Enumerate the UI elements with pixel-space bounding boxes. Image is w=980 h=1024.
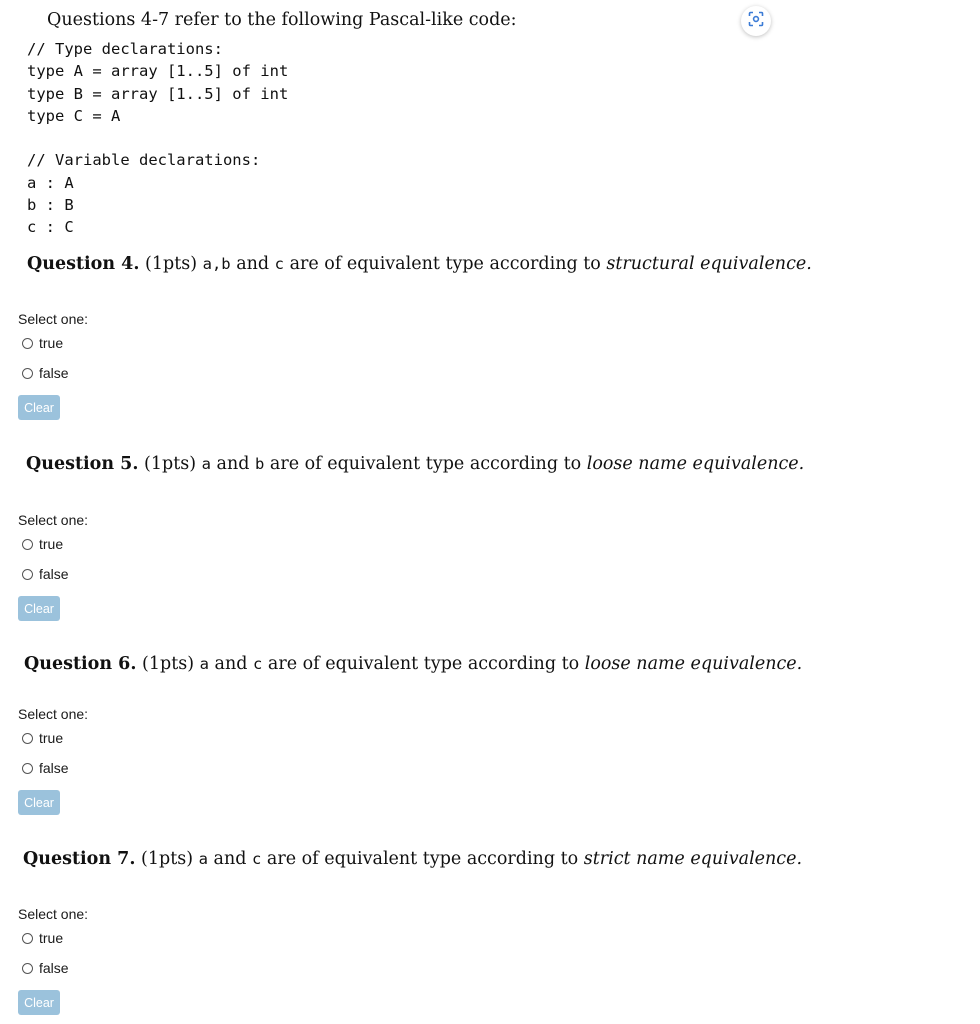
q4-option-false[interactable] bbox=[22, 365, 69, 381]
question-middle: are of equivalent type according to bbox=[284, 254, 607, 274]
q6-option-true[interactable] bbox=[22, 730, 63, 746]
option-label: true bbox=[39, 335, 64, 351]
radio-button[interactable] bbox=[22, 933, 33, 944]
option-label: true bbox=[39, 930, 64, 946]
code-line: // Variable declarations: bbox=[27, 151, 261, 170]
q7-option-false[interactable] bbox=[22, 960, 69, 976]
question-5-text bbox=[26, 454, 804, 474]
question-conj: and bbox=[210, 454, 256, 474]
question-var: c bbox=[252, 850, 262, 868]
question-number: Question 7. bbox=[23, 849, 136, 869]
radio-button[interactable] bbox=[22, 368, 33, 379]
q5-clear-button[interactable]: Clear bbox=[18, 596, 60, 621]
option-label: false bbox=[39, 760, 69, 776]
code-line: a : A bbox=[27, 173, 74, 192]
question-var: b bbox=[255, 455, 265, 473]
q7-clear-button[interactable]: Clear bbox=[18, 990, 60, 1015]
question-var: a bbox=[199, 655, 209, 673]
question-criterion: loose name equivalence. bbox=[584, 654, 803, 674]
radio-button[interactable] bbox=[22, 338, 33, 349]
select-one-label: Select one: bbox=[18, 311, 89, 327]
question-middle: are of equivalent type according to bbox=[264, 454, 587, 474]
code-line bbox=[27, 127, 288, 149]
scan-focus-icon bbox=[748, 11, 764, 32]
question-criterion: structural equivalence. bbox=[606, 254, 812, 274]
question-middle: are of equivalent type according to bbox=[262, 654, 585, 674]
radio-button[interactable] bbox=[22, 963, 33, 974]
option-label: false bbox=[39, 365, 69, 381]
question-points: (1pts) bbox=[142, 654, 195, 674]
option-label: false bbox=[39, 566, 69, 582]
question-var: c bbox=[274, 255, 285, 273]
select-one-label: Select one: bbox=[18, 512, 89, 528]
question-conj: and bbox=[230, 254, 275, 274]
question-points: (1pts) bbox=[144, 454, 197, 474]
question-criterion: loose name equivalence. bbox=[586, 454, 805, 474]
question-number: Question 5. bbox=[26, 454, 139, 474]
question-conj: and bbox=[207, 849, 253, 869]
question-7-text bbox=[23, 849, 802, 869]
radio-button[interactable] bbox=[22, 569, 33, 580]
radio-button[interactable] bbox=[22, 539, 33, 550]
option-label: true bbox=[39, 730, 64, 746]
question-6-text bbox=[24, 654, 802, 674]
q4-option-true[interactable] bbox=[22, 335, 63, 351]
question-points: (1pts) bbox=[145, 254, 198, 274]
code-line: c : C bbox=[27, 218, 74, 237]
q6-clear-button[interactable]: Clear bbox=[18, 790, 60, 815]
code-line: b : B bbox=[27, 196, 74, 215]
question-4-text bbox=[27, 254, 812, 274]
option-label: true bbox=[39, 536, 64, 552]
question-criterion: strict name equivalence. bbox=[583, 849, 803, 869]
code-line: type C = A bbox=[27, 106, 121, 125]
code-line: type A = array [1..5] of int bbox=[27, 62, 289, 81]
question-var: a,b bbox=[202, 255, 231, 273]
question-number: Question 6. bbox=[24, 654, 137, 674]
question-number: Question 4. bbox=[27, 254, 140, 274]
scan-button[interactable] bbox=[741, 6, 771, 36]
question-var: c bbox=[253, 655, 263, 673]
question-var: a bbox=[198, 850, 208, 868]
code-line: type B = array [1..5] of int bbox=[27, 84, 289, 103]
select-one-label: Select one: bbox=[18, 706, 89, 722]
code-block bbox=[27, 38, 288, 239]
code-line: // Type declarations: bbox=[27, 40, 223, 58]
question-conj: and bbox=[208, 654, 254, 674]
intro-text: Questions 4-7 refer to the following Pascal-like code: bbox=[47, 10, 517, 30]
question-var: a bbox=[201, 455, 211, 473]
question-points: (1pts) bbox=[141, 849, 194, 869]
radio-button[interactable] bbox=[22, 763, 33, 774]
radio-button[interactable] bbox=[22, 733, 33, 744]
select-one-label: Select one: bbox=[18, 906, 89, 922]
option-label: false bbox=[39, 960, 69, 976]
q7-option-true[interactable] bbox=[22, 930, 63, 946]
q6-option-false[interactable] bbox=[22, 760, 69, 776]
question-middle: are of equivalent type according to bbox=[261, 849, 584, 869]
q4-clear-button[interactable]: Clear bbox=[18, 395, 60, 420]
q5-option-false[interactable] bbox=[22, 566, 69, 582]
q5-option-true[interactable] bbox=[22, 536, 63, 552]
